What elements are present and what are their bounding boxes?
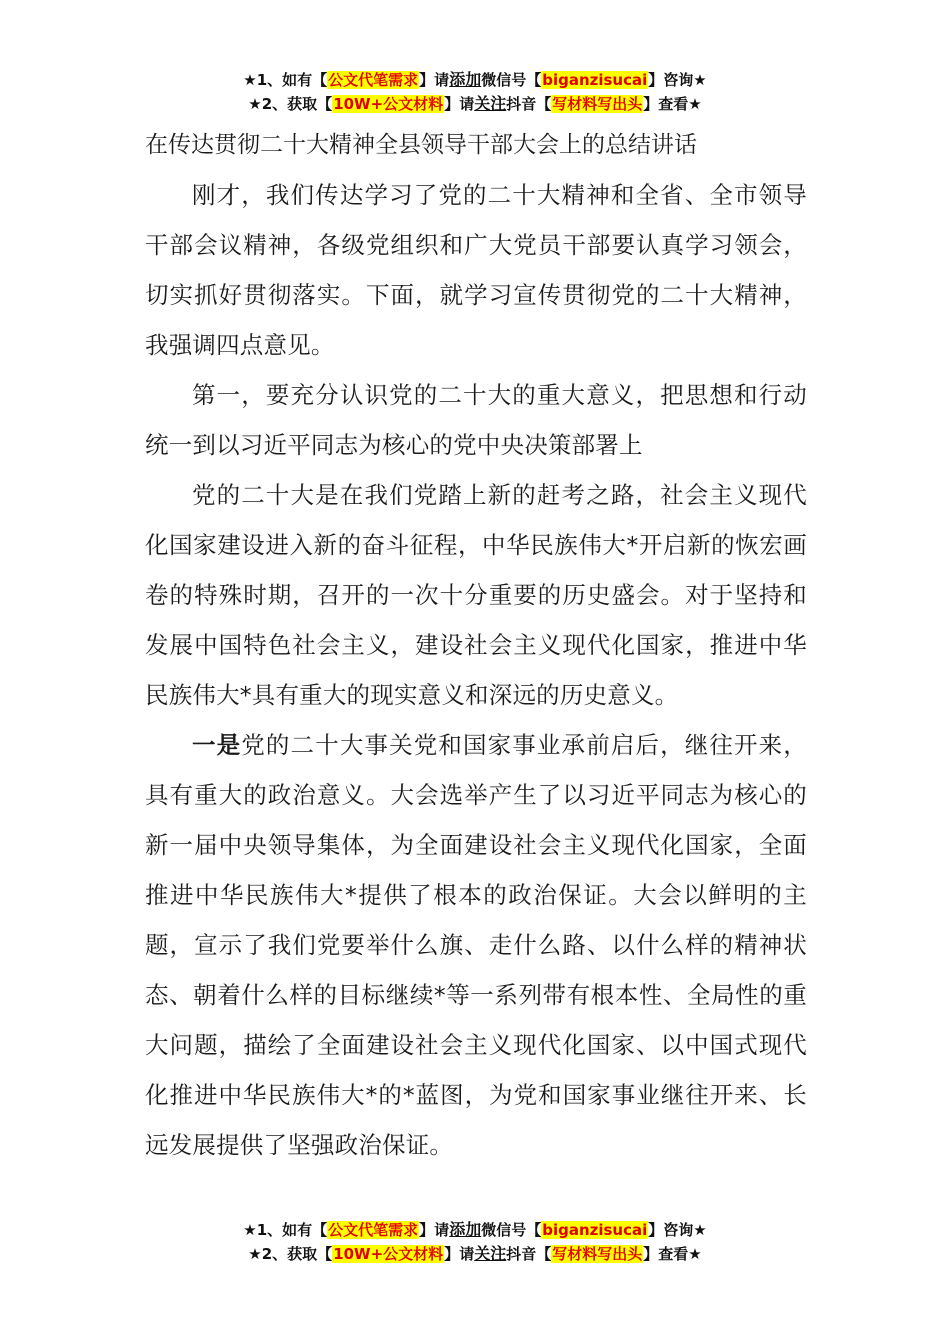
banner-text: ★2、获取【 bbox=[248, 95, 333, 113]
document-body bbox=[145, 170, 807, 1170]
banner-text: ★2、获取【 bbox=[248, 1245, 333, 1263]
banner-text: 】咨询★ bbox=[648, 1221, 707, 1239]
banner-highlight: 10W+公文材料 bbox=[333, 1245, 444, 1263]
banner-line-2 bbox=[0, 92, 950, 116]
banner-line-2 bbox=[0, 1242, 950, 1266]
banner-text: 】咨询★ bbox=[648, 71, 707, 89]
banner-text: 】请 bbox=[444, 1245, 475, 1263]
paragraph: 党的二十大是在我们党踏上新的赶考之路，社会主义现代化国家建设进入新的奋斗征程，中华民族伟大*开启新的恢宏画卷的特殊时期，召开的一次十分重要的历史盛会。对于坚持和发展中国特色社会主义，建设社会主义现代化国家，推进中华民族伟大*具有重大的现实意义和深远的历史意义。 bbox=[145, 481, 807, 709]
footer-banner bbox=[0, 1218, 950, 1266]
banner-text: ★1、如有【 bbox=[243, 71, 328, 89]
banner-text: 】查看★ bbox=[643, 1245, 702, 1263]
paragraph-section-heading: 第一，要充分认识党的二十大的重大意义，把思想和行动统一到以习近平同志为核心的党中央决策部署上 bbox=[145, 381, 807, 459]
banner-underline: 添加 bbox=[449, 70, 482, 89]
banner-underline: 关注 bbox=[474, 94, 507, 113]
banner-highlight: 公文代笔需求 bbox=[328, 1221, 419, 1239]
banner-line-1 bbox=[0, 1218, 950, 1242]
banner-text: 】查看★ bbox=[643, 95, 702, 113]
banner-text: 抖音【 bbox=[506, 1245, 552, 1263]
paragraph: 刚才，我们传达学习了党的二十大精神和全省、全市领导干部会议精神，各级党组织和广大党员干部要认真学习领会，切实抓好贯彻落实。下面，就学习宣传贯彻党的二十大精神，我强调四点意见。 bbox=[145, 181, 807, 359]
banner-highlight: 10W+公文材料 bbox=[333, 95, 444, 113]
banner-wechat-id: biganzisucai bbox=[542, 71, 648, 89]
banner-underline: 添加 bbox=[449, 1220, 482, 1239]
banner-text: 】请 bbox=[419, 71, 450, 89]
banner-text: 微信号【 bbox=[481, 71, 542, 89]
banner-wechat-id: biganzisucai bbox=[542, 1221, 648, 1239]
banner-douyin-id: 写材料写出头 bbox=[552, 95, 643, 113]
banner-text: 抖音【 bbox=[506, 95, 552, 113]
banner-text: 】请 bbox=[419, 1221, 450, 1239]
paragraph-lead-bold: 一是 bbox=[192, 731, 242, 759]
banner-text: 微信号【 bbox=[481, 1221, 542, 1239]
banner-douyin-id: 写材料写出头 bbox=[552, 1245, 643, 1263]
banner-line-1 bbox=[0, 68, 950, 92]
document-title: 在传达贯彻二十大精神全县领导干部大会上的总结讲话 bbox=[145, 132, 697, 158]
banner-text: ★1、如有【 bbox=[243, 1221, 328, 1239]
header-banner bbox=[0, 68, 950, 116]
paragraph-text: 党的二十大事关党和国家事业承前启后，继往开来，具有重大的政治意义。大会选举产生了以习近平同志为核心的新一届中央领导集体，为全面建设社会主义现代化国家，全面推进中华民族伟大*提供了根本的政治保证。大会以鲜明的主题，宣示了我们党要举什么旗、走什么路、以什么样的精神状态、朝着什么样的目标继续*等一系列带有根本性、全局性的重大问题，描绘了全面建设社会主义现代化国家、以中国式现代化推进中华民族伟大*的*蓝图，为党和国家事业继往开来、长远发展提供了坚强政治保证。 bbox=[145, 731, 807, 1159]
paragraph bbox=[145, 720, 807, 1170]
banner-text: 】请 bbox=[444, 95, 475, 113]
banner-underline: 关注 bbox=[474, 1244, 507, 1263]
banner-highlight: 公文代笔需求 bbox=[328, 71, 419, 89]
